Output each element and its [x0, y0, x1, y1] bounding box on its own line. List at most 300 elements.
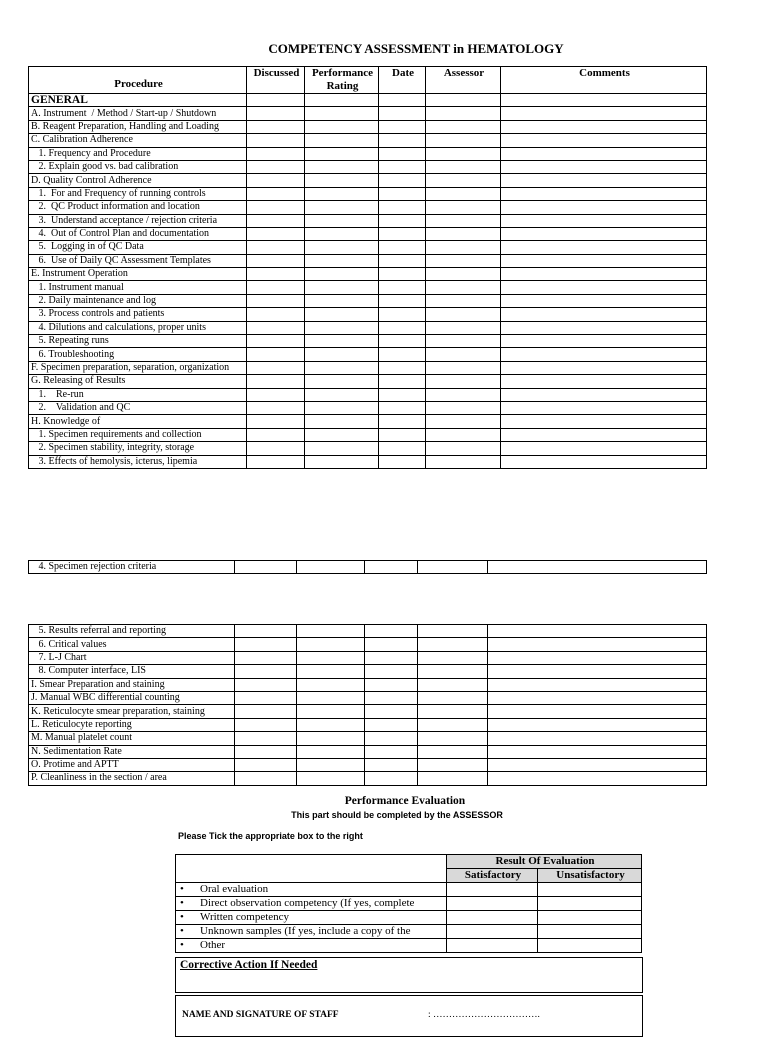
date-cell[interactable] [365, 678, 418, 691]
date-cell[interactable] [379, 214, 426, 227]
assessor-cell[interactable] [426, 227, 501, 240]
comments-cell[interactable] [501, 120, 707, 133]
date-cell[interactable] [379, 321, 426, 334]
procedure-cell: 5. Repeating runs [29, 335, 247, 348]
comments-cell[interactable] [488, 651, 707, 664]
procedure-cell: 2. Explain good vs. bad calibration [29, 160, 247, 173]
signature-box[interactable] [175, 995, 643, 1037]
date-cell[interactable] [379, 294, 426, 307]
date-cell[interactable] [379, 428, 426, 441]
comments-cell[interactable] [501, 201, 707, 214]
procedure-cell: 6. Critical values [29, 638, 235, 651]
date-cell[interactable] [365, 691, 418, 704]
discussed-cell[interactable] [247, 214, 305, 227]
unsatisfactory-checkbox[interactable] [538, 911, 642, 925]
date-cell[interactable] [379, 401, 426, 414]
table-row [29, 94, 707, 107]
performance-rating-cell[interactable] [305, 94, 379, 107]
date-cell[interactable] [379, 174, 426, 187]
assessor-cell[interactable] [418, 625, 488, 638]
procedure-cell: P. Cleanliness in the section / area [29, 772, 235, 785]
assessor-cell[interactable] [426, 268, 501, 281]
competency-table [28, 66, 707, 469]
assessor-cell[interactable] [426, 361, 501, 374]
assessor-cell[interactable] [426, 147, 501, 160]
assessor-cell[interactable] [418, 758, 488, 771]
comments-cell[interactable] [501, 388, 707, 401]
comments-cell[interactable] [501, 348, 707, 361]
discussed-cell[interactable] [247, 201, 305, 214]
table-row [29, 442, 707, 455]
evaluation-row [176, 925, 642, 939]
evaluation-item [176, 911, 447, 925]
col-comments: Comments [501, 67, 707, 94]
assessor-cell[interactable] [426, 335, 501, 348]
performance-rating-cell[interactable] [297, 638, 365, 651]
performance-rating-cell[interactable] [305, 335, 379, 348]
procedure-cell: 3. Effects of hemolysis, icterus, lipemia [29, 455, 247, 468]
discussed-cell[interactable] [235, 561, 297, 574]
table-row [29, 758, 707, 771]
discussed-cell[interactable] [247, 321, 305, 334]
table-row [29, 561, 707, 574]
comments-cell[interactable] [501, 107, 707, 120]
table-row [29, 335, 707, 348]
date-cell[interactable] [379, 227, 426, 240]
comments-cell[interactable] [488, 638, 707, 651]
discussed-cell[interactable] [247, 308, 305, 321]
date-cell[interactable] [365, 665, 418, 678]
date-cell[interactable] [379, 335, 426, 348]
evaluation-item [176, 883, 447, 897]
performance-rating-cell[interactable] [297, 625, 365, 638]
discussed-cell[interactable] [247, 281, 305, 294]
comments-cell[interactable] [488, 718, 707, 731]
comments-cell[interactable] [488, 705, 707, 718]
comments-cell[interactable] [501, 268, 707, 281]
comments-cell[interactable] [501, 455, 707, 468]
assessor-cell[interactable] [426, 107, 501, 120]
assessor-cell[interactable] [426, 375, 501, 388]
discussed-cell[interactable] [247, 254, 305, 267]
discussed-cell[interactable] [247, 428, 305, 441]
signature-line: : ……………………………. [428, 1010, 540, 1020]
performance-rating-cell[interactable] [297, 678, 365, 691]
assessor-cell[interactable] [418, 718, 488, 731]
competency-table-continued [28, 560, 707, 574]
comments-cell[interactable] [488, 691, 707, 704]
performance-rating-cell[interactable] [305, 361, 379, 374]
bullet-icon: • [180, 939, 184, 951]
date-cell[interactable] [379, 241, 426, 254]
discussed-cell[interactable] [247, 227, 305, 240]
comments-cell[interactable] [501, 214, 707, 227]
discussed-cell[interactable] [247, 268, 305, 281]
assessor-cell[interactable] [426, 415, 501, 428]
procedure-cell: 4. Specimen rejection criteria [29, 561, 235, 574]
comments-cell[interactable] [501, 415, 707, 428]
performance-rating-cell[interactable] [297, 772, 365, 785]
discussed-cell[interactable] [247, 94, 305, 107]
comments-cell[interactable] [501, 401, 707, 414]
comments-cell[interactable] [488, 678, 707, 691]
performance-rating-cell[interactable] [305, 254, 379, 267]
discussed-cell[interactable] [235, 772, 297, 785]
assessor-cell[interactable] [426, 321, 501, 334]
date-cell[interactable] [379, 415, 426, 428]
assessor-cell[interactable] [426, 174, 501, 187]
comments-cell[interactable] [501, 134, 707, 147]
date-cell[interactable] [365, 705, 418, 718]
performance-rating-cell[interactable] [305, 308, 379, 321]
table-row [29, 745, 707, 758]
procedure-cell: 2. Daily maintenance and log [29, 294, 247, 307]
procedure-cell: 1. Re-run [29, 388, 247, 401]
performance-rating-cell[interactable] [297, 718, 365, 731]
performance-rating-cell[interactable] [305, 375, 379, 388]
col-discussed: Discussed [247, 67, 305, 94]
col-date: Date [379, 67, 426, 94]
assessor-cell[interactable] [426, 134, 501, 147]
evaluation-row [176, 883, 642, 897]
discussed-cell[interactable] [247, 401, 305, 414]
table-row [29, 107, 707, 120]
satisfactory-checkbox[interactable] [447, 925, 538, 939]
table-row [29, 691, 707, 704]
procedure-cell: B. Reagent Preparation, Handling and Loading [29, 120, 247, 133]
comments-cell[interactable] [501, 174, 707, 187]
comments-cell[interactable] [501, 160, 707, 173]
procedure-cell: GENERAL [29, 94, 247, 107]
table-row [29, 388, 707, 401]
procedure-cell: 3. Understand acceptance / rejection criteria [29, 214, 247, 227]
evaluation-title: Performance Evaluation [344, 795, 466, 807]
comments-cell[interactable] [501, 308, 707, 321]
discussed-cell[interactable] [247, 455, 305, 468]
assessor-cell[interactable] [418, 745, 488, 758]
discussed-cell[interactable] [235, 691, 297, 704]
date-cell[interactable] [379, 107, 426, 120]
bullet-icon: • [180, 897, 184, 909]
performance-rating-cell[interactable] [305, 281, 379, 294]
date-cell[interactable] [379, 442, 426, 455]
performance-rating-cell[interactable] [297, 665, 365, 678]
assessor-cell[interactable] [418, 638, 488, 651]
evaluation-item-label: Direct observation competency (If yes, complete [200, 897, 415, 909]
assessor-cell[interactable] [426, 428, 501, 441]
performance-rating-cell[interactable] [297, 732, 365, 745]
performance-rating-cell[interactable] [297, 705, 365, 718]
assessor-cell[interactable] [426, 294, 501, 307]
comments-cell[interactable] [501, 187, 707, 200]
comments-cell[interactable] [488, 561, 707, 574]
performance-rating-cell[interactable] [297, 691, 365, 704]
satisfactory-checkbox[interactable] [447, 897, 538, 911]
col-procedure: Procedure [29, 67, 247, 94]
table-row [29, 201, 707, 214]
performance-rating-cell[interactable] [297, 758, 365, 771]
date-cell[interactable] [379, 254, 426, 267]
discussed-cell[interactable] [247, 107, 305, 120]
date-cell[interactable] [379, 455, 426, 468]
discussed-cell[interactable] [247, 294, 305, 307]
performance-rating-cell[interactable] [305, 134, 379, 147]
table-row [29, 268, 707, 281]
performance-rating-cell[interactable] [305, 321, 379, 334]
comments-cell[interactable] [501, 428, 707, 441]
date-cell[interactable] [365, 732, 418, 745]
performance-rating-cell[interactable] [305, 241, 379, 254]
table-row [29, 651, 707, 664]
satisfactory-checkbox[interactable] [447, 911, 538, 925]
procedure-cell: F. Specimen preparation, separation, organization [29, 361, 247, 374]
comments-cell[interactable] [501, 241, 707, 254]
result-header: Result Of Evaluation [447, 855, 642, 869]
performance-rating-cell[interactable] [297, 651, 365, 664]
table-row [29, 678, 707, 691]
table-row [29, 718, 707, 731]
assessor-cell[interactable] [418, 665, 488, 678]
date-cell[interactable] [379, 134, 426, 147]
discussed-cell[interactable] [247, 187, 305, 200]
date-cell[interactable] [379, 94, 426, 107]
procedure-cell: 6. Troubleshooting [29, 348, 247, 361]
performance-rating-cell[interactable] [305, 160, 379, 173]
comments-cell[interactable] [501, 335, 707, 348]
performance-rating-cell[interactable] [305, 428, 379, 441]
table-row [29, 732, 707, 745]
assessor-cell[interactable] [426, 401, 501, 414]
satisfactory-checkbox[interactable] [447, 883, 538, 897]
date-cell[interactable] [379, 308, 426, 321]
date-cell[interactable] [365, 651, 418, 664]
procedure-cell: 2. QC Product information and location [29, 201, 247, 214]
comments-cell[interactable] [501, 361, 707, 374]
evaluation-item-label: Other [200, 939, 226, 951]
comments-cell[interactable] [501, 442, 707, 455]
discussed-cell[interactable] [235, 665, 297, 678]
assessor-cell[interactable] [426, 160, 501, 173]
date-cell[interactable] [379, 201, 426, 214]
comments-cell[interactable] [488, 758, 707, 771]
unsatisfactory-checkbox[interactable] [538, 925, 642, 939]
performance-rating-cell[interactable] [297, 745, 365, 758]
unsatisfactory-checkbox[interactable] [538, 897, 642, 911]
date-cell[interactable] [379, 160, 426, 173]
comments-cell[interactable] [501, 227, 707, 240]
date-cell[interactable] [365, 718, 418, 731]
performance-rating-cell[interactable] [305, 147, 379, 160]
date-cell[interactable] [365, 625, 418, 638]
satisfactory-header: Satisfactory [447, 869, 538, 883]
discussed-cell[interactable] [247, 147, 305, 160]
discussed-cell[interactable] [235, 705, 297, 718]
performance-rating-cell[interactable] [305, 348, 379, 361]
procedure-cell: 3. Process controls and patients [29, 308, 247, 321]
procedure-cell: 1. Instrument manual [29, 281, 247, 294]
performance-rating-cell[interactable] [305, 227, 379, 240]
evaluation-item [176, 939, 447, 953]
discussed-cell[interactable] [247, 375, 305, 388]
evaluation-instruction: Please Tick the appropriate box to the right [178, 831, 363, 841]
date-cell[interactable] [379, 361, 426, 374]
date-cell[interactable] [365, 638, 418, 651]
comments-cell[interactable] [488, 732, 707, 745]
table-row [29, 120, 707, 133]
performance-rating-cell[interactable] [305, 401, 379, 414]
date-cell[interactable] [365, 758, 418, 771]
table-row [29, 665, 707, 678]
assessor-cell[interactable] [426, 241, 501, 254]
procedure-cell: K. Reticulocyte smear preparation, staining [29, 705, 235, 718]
comments-cell[interactable] [488, 665, 707, 678]
evaluation-row [176, 939, 642, 953]
assessor-cell[interactable] [418, 651, 488, 664]
table-row [29, 455, 707, 468]
bullet-icon: • [180, 925, 184, 937]
table-row [29, 321, 707, 334]
comments-cell[interactable] [501, 254, 707, 267]
table-row [29, 428, 707, 441]
discussed-cell[interactable] [247, 160, 305, 173]
discussed-cell[interactable] [235, 758, 297, 771]
discussed-cell[interactable] [247, 361, 305, 374]
assessor-cell[interactable] [418, 691, 488, 704]
discussed-cell[interactable] [235, 638, 297, 651]
discussed-cell[interactable] [247, 415, 305, 428]
corrective-action-label: Corrective Action If Needed [180, 959, 318, 971]
comments-cell[interactable] [501, 147, 707, 160]
comments-cell[interactable] [488, 625, 707, 638]
table-row [29, 281, 707, 294]
discussed-cell[interactable] [247, 174, 305, 187]
unsatisfactory-header: Unsatisfactory [538, 869, 642, 883]
evaluation-item [176, 897, 447, 911]
performance-rating-cell[interactable] [305, 455, 379, 468]
unsatisfactory-checkbox[interactable] [538, 939, 642, 953]
comments-cell[interactable] [501, 321, 707, 334]
performance-rating-cell[interactable] [305, 187, 379, 200]
assessor-cell[interactable] [426, 214, 501, 227]
assessor-cell[interactable] [418, 732, 488, 745]
date-cell[interactable] [379, 281, 426, 294]
procedure-cell: G. Releasing of Results [29, 375, 247, 388]
discussed-cell[interactable] [247, 335, 305, 348]
discussed-cell[interactable] [235, 678, 297, 691]
procedure-cell: M. Manual platelet count [29, 732, 235, 745]
performance-rating-cell[interactable] [305, 294, 379, 307]
evaluation-subtitle: This part should be completed by the ASSESSOR [291, 810, 503, 820]
assessor-cell[interactable] [426, 348, 501, 361]
unsatisfactory-checkbox[interactable] [538, 883, 642, 897]
date-cell[interactable] [379, 120, 426, 133]
comments-cell[interactable] [488, 772, 707, 785]
assessor-cell[interactable] [418, 678, 488, 691]
table-row [29, 361, 707, 374]
comments-cell[interactable] [501, 294, 707, 307]
comments-cell[interactable] [501, 94, 707, 107]
assessor-cell[interactable] [426, 455, 501, 468]
date-cell[interactable] [365, 561, 418, 574]
signature-label: NAME AND SIGNATURE OF STAFF [182, 1010, 339, 1020]
procedure-cell: L. Reticulocyte reporting [29, 718, 235, 731]
procedure-cell: A. Instrument / Method / Start-up / Shutdown [29, 107, 247, 120]
performance-rating-cell[interactable] [305, 201, 379, 214]
date-cell[interactable] [379, 268, 426, 281]
satisfactory-checkbox[interactable] [447, 939, 538, 953]
assessor-cell[interactable] [426, 120, 501, 133]
discussed-cell[interactable] [235, 718, 297, 731]
assessor-cell[interactable] [426, 187, 501, 200]
discussed-cell[interactable] [247, 442, 305, 455]
performance-rating-cell[interactable] [305, 442, 379, 455]
performance-rating-cell[interactable] [305, 388, 379, 401]
assessor-cell[interactable] [426, 281, 501, 294]
discussed-cell[interactable] [235, 732, 297, 745]
assessor-cell[interactable] [426, 442, 501, 455]
assessor-cell[interactable] [426, 254, 501, 267]
performance-rating-cell[interactable] [305, 214, 379, 227]
discussed-cell[interactable] [247, 134, 305, 147]
date-cell[interactable] [379, 147, 426, 160]
discussed-cell[interactable] [235, 625, 297, 638]
discussed-cell[interactable] [235, 745, 297, 758]
date-cell[interactable] [379, 187, 426, 200]
performance-rating-cell[interactable] [297, 561, 365, 574]
competency-table-continued-2 [28, 624, 707, 786]
comments-cell[interactable] [488, 745, 707, 758]
col-performance-rating: Performance Rating [305, 67, 379, 94]
date-cell[interactable] [379, 375, 426, 388]
page-title: COMPETENCY ASSESSMENT in HEMATOLOGY [268, 41, 564, 56]
procedure-cell: I. Smear Preparation and staining [29, 678, 235, 691]
table-row [29, 638, 707, 651]
comments-cell[interactable] [501, 281, 707, 294]
performance-rating-cell[interactable] [305, 268, 379, 281]
date-cell[interactable] [365, 772, 418, 785]
performance-rating-cell[interactable] [305, 174, 379, 187]
discussed-cell[interactable] [247, 388, 305, 401]
date-cell[interactable] [379, 388, 426, 401]
assessor-cell[interactable] [426, 308, 501, 321]
assessor-cell[interactable] [426, 201, 501, 214]
procedure-cell: J. Manual WBC differential counting [29, 691, 235, 704]
table-row [29, 625, 707, 638]
discussed-cell[interactable] [247, 120, 305, 133]
assessor-cell[interactable] [426, 388, 501, 401]
performance-rating-cell[interactable] [305, 120, 379, 133]
table-row [29, 174, 707, 187]
assessor-cell[interactable] [418, 561, 488, 574]
procedure-cell: 6. Use of Daily QC Assessment Templates [29, 254, 247, 267]
assessor-cell[interactable] [426, 94, 501, 107]
corrective-action-box[interactable] [175, 957, 643, 993]
table-row [29, 308, 707, 321]
discussed-cell[interactable] [247, 348, 305, 361]
date-cell[interactable] [365, 745, 418, 758]
performance-rating-cell[interactable] [305, 415, 379, 428]
procedure-cell: 4. Out of Control Plan and documentation [29, 227, 247, 240]
discussed-cell[interactable] [247, 241, 305, 254]
assessor-cell[interactable] [418, 772, 488, 785]
date-cell[interactable] [379, 348, 426, 361]
comments-cell[interactable] [501, 375, 707, 388]
discussed-cell[interactable] [235, 651, 297, 664]
procedure-cell: C. Calibration Adherence [29, 134, 247, 147]
performance-rating-cell[interactable] [305, 107, 379, 120]
assessor-cell[interactable] [418, 705, 488, 718]
table-row [29, 254, 707, 267]
